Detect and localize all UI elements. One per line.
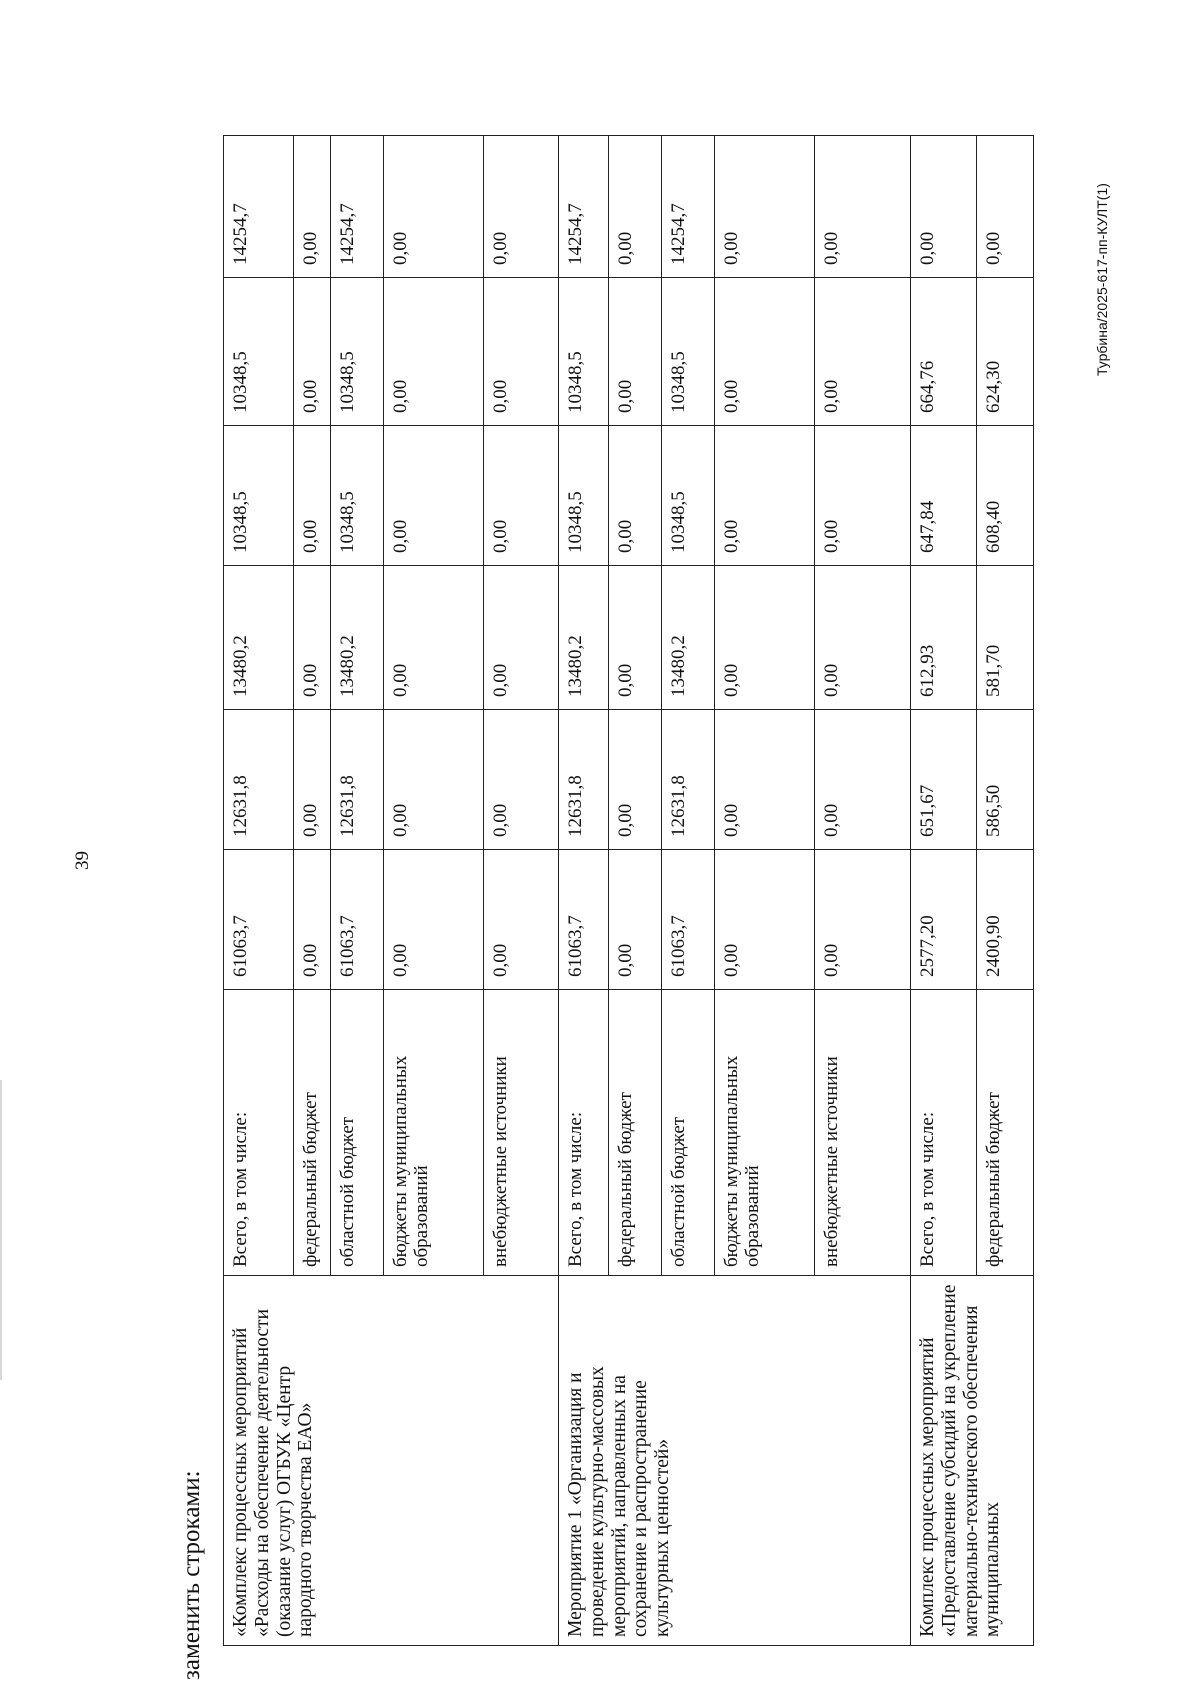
source-cell: федеральный бюджет (609, 990, 662, 1276)
source-cell: областной бюджет (331, 990, 384, 1276)
item-cell: «Комплекс процессных мероприятий «Расходы на обеспечение деятельности (оказание услуг) ОГБУК «Центр народного творчества ЕАО» (224, 1276, 559, 1646)
value-cell: 0,00 (815, 850, 911, 990)
value-cell: 2577,20 (911, 850, 977, 990)
value-cell: 0,00 (384, 710, 484, 850)
source-cell: федеральный бюджет (977, 990, 1034, 1276)
value-cell: 0,00 (484, 136, 559, 278)
value-cell: 0,00 (484, 566, 559, 710)
value-cell: 13480,2 (662, 566, 715, 710)
value-cell: 12631,8 (662, 710, 715, 850)
value-cell: 14254,7 (331, 136, 384, 278)
source-cell: внебюджетные источники (484, 990, 559, 1276)
value-cell: 0,00 (609, 426, 662, 566)
value-cell: 651,67 (911, 710, 977, 850)
value-cell: 586,50 (977, 710, 1034, 850)
value-cell: 0,00 (294, 850, 331, 990)
value-cell: 0,00 (384, 566, 484, 710)
value-cell: 0,00 (294, 566, 331, 710)
value-cell: 13480,2 (559, 566, 609, 710)
value-cell: 0,00 (911, 136, 977, 278)
value-cell: 0,00 (384, 278, 484, 426)
section-heading: заменить строками: (178, 1470, 205, 1680)
value-cell: 0,00 (815, 136, 911, 278)
value-cell: 608,40 (977, 426, 1034, 566)
value-cell: 0,00 (715, 136, 815, 278)
value-cell: 612,93 (911, 566, 977, 710)
source-cell: областной бюджет (662, 990, 715, 1276)
value-cell: 0,00 (609, 710, 662, 850)
rotated-table-wrapper (223, 136, 1033, 1646)
value-cell: 0,00 (715, 278, 815, 426)
value-cell: 0,00 (815, 426, 911, 566)
value-cell: 0,00 (294, 278, 331, 426)
value-cell: 10348,5 (662, 278, 715, 426)
value-cell: 0,00 (484, 850, 559, 990)
source-cell: Всего, в том числе: (224, 990, 294, 1276)
value-cell: 0,00 (294, 426, 331, 566)
value-cell: 12631,8 (559, 710, 609, 850)
value-cell: 10348,5 (662, 426, 715, 566)
value-cell: 0,00 (384, 426, 484, 566)
value-cell: 14254,7 (662, 136, 715, 278)
source-cell: бюджеты муниципальных образований (384, 990, 484, 1276)
value-cell: 14254,7 (224, 136, 294, 278)
budget-table (223, 135, 1034, 1646)
source-cell: Всего, в том числе: (911, 990, 977, 1276)
value-cell: 13480,2 (331, 566, 384, 710)
value-cell: 61063,7 (559, 850, 609, 990)
value-cell: 647,84 (911, 426, 977, 566)
value-cell: 0,00 (609, 278, 662, 426)
value-cell: 0,00 (484, 710, 559, 850)
value-cell: 0,00 (294, 136, 331, 278)
value-cell: 10348,5 (224, 278, 294, 426)
source-cell: федеральный бюджет (294, 990, 331, 1276)
value-cell: 0,00 (715, 710, 815, 850)
value-cell: 0,00 (977, 136, 1034, 278)
value-cell: 0,00 (815, 710, 911, 850)
value-cell: 2400,90 (977, 850, 1034, 990)
table-row (911, 136, 977, 1646)
table-row (559, 136, 609, 1646)
value-cell: 0,00 (609, 850, 662, 990)
value-cell: 624,30 (977, 278, 1034, 426)
value-cell: 0,00 (715, 566, 815, 710)
source-cell: Всего, в том числе: (559, 990, 609, 1276)
value-cell: 10348,5 (559, 278, 609, 426)
source-cell: бюджеты муниципальных образований (715, 990, 815, 1276)
value-cell: 14254,7 (559, 136, 609, 278)
value-cell: 0,00 (715, 850, 815, 990)
value-cell: 13480,2 (224, 566, 294, 710)
table-row (224, 136, 294, 1646)
value-cell: 0,00 (384, 850, 484, 990)
value-cell: 10348,5 (331, 278, 384, 426)
value-cell: 12631,8 (224, 710, 294, 850)
source-cell: внебюджетные источники (815, 990, 911, 1276)
value-cell: 61063,7 (662, 850, 715, 990)
value-cell: 10348,5 (559, 426, 609, 566)
value-cell: 10348,5 (224, 426, 294, 566)
value-cell: 12631,8 (331, 710, 384, 850)
value-cell: 581,70 (977, 566, 1034, 710)
value-cell: 61063,7 (331, 850, 384, 990)
item-cell: Комплекс процессных мероприятий «Предоставление субсидий на укрепление материально-технического обеспечения муниципальных (911, 1276, 1034, 1646)
value-cell: 61063,7 (224, 850, 294, 990)
item-cell: Мероприятие 1 «Организация и проведение культурно-массовых мероприятий, направленных на сохранение и распространение культурных ценностей» (559, 1276, 911, 1646)
value-cell: 0,00 (294, 710, 331, 850)
value-cell: 0,00 (815, 566, 911, 710)
value-cell: 0,00 (715, 426, 815, 566)
value-cell: 0,00 (609, 566, 662, 710)
value-cell: 0,00 (484, 426, 559, 566)
value-cell: 664,76 (911, 278, 977, 426)
page-number: 39 (72, 851, 93, 870)
value-cell: 0,00 (384, 136, 484, 278)
value-cell: 0,00 (609, 136, 662, 278)
scan-edge-mark (0, 1080, 2, 1380)
value-cell: 0,00 (815, 278, 911, 426)
value-cell: 0,00 (484, 278, 559, 426)
document-id: Турбина/2025-617-пп-КУЛТ(1) (1094, 183, 1110, 376)
value-cell: 10348,5 (331, 426, 384, 566)
